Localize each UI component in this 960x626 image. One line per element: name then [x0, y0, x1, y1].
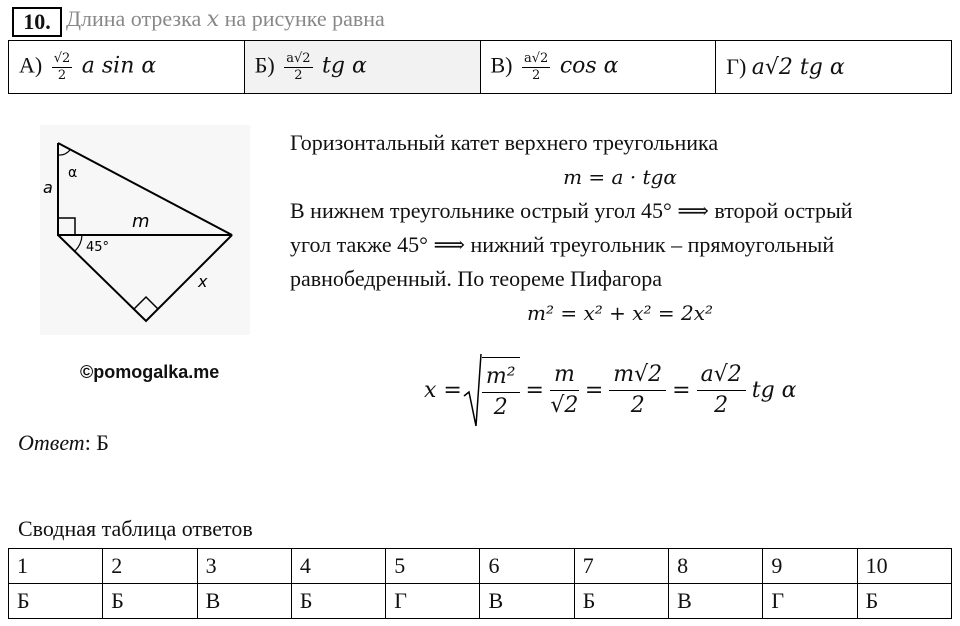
fraction: $\frac{a√2}{2}$ — [524, 50, 549, 83]
solution-line: Горизонтальный катет верхнего треугольника — [290, 130, 719, 155]
option-label: В) — [490, 52, 513, 78]
table-cell-answer: В — [480, 584, 574, 619]
label-x: x — [198, 272, 208, 291]
answer-value: : Б — [84, 430, 109, 455]
option-v[interactable] — [480, 41, 716, 94]
summary-title: Сводная таблица ответов — [18, 516, 253, 541]
table-cell-number: 8 — [669, 549, 763, 584]
table-cell-number: 4 — [291, 549, 385, 584]
label-alpha: α — [68, 165, 78, 181]
table-cell-answer: Б — [291, 584, 385, 619]
option-label: Б) — [254, 52, 275, 78]
label-a: a — [43, 178, 53, 197]
table-cell-answer: Б — [103, 584, 197, 619]
option-expression: a sin α — [81, 53, 157, 79]
table-cell-number: 10 — [857, 549, 951, 584]
answer — [18, 430, 109, 456]
table-row — [9, 584, 952, 619]
fraction: m² 2 — [482, 357, 520, 423]
fraction: $\frac{a√2}{2}$ — [286, 50, 311, 83]
solution-line: равнобедренный. По теореме Пифагора — [290, 266, 663, 291]
table-cell-answer: Б — [857, 584, 951, 619]
solution-line: угол также 45° ⟹ нижний треугольник – прямоугольный — [290, 232, 835, 257]
option-expression: cos α — [559, 53, 619, 79]
table-cell-answer: Б — [574, 584, 668, 619]
table-cell-answer: В — [669, 584, 763, 619]
triangle-figure — [40, 125, 250, 335]
watermark: ©pomogalka.me — [80, 362, 220, 382]
formula-lhs: x = — [424, 377, 462, 403]
options-table — [8, 40, 952, 94]
table-row — [9, 549, 952, 584]
fraction: $\frac{√2}{2}$ — [53, 50, 71, 83]
final-formula: x = m² 2 = $\frac{m}{√2}$ = $\frac{m√2}{2}$ = $\frac{a√2}{2}$ tg α — [424, 350, 797, 430]
table-cell-number: 5 — [386, 549, 480, 584]
table-cell-number: 2 — [103, 549, 197, 584]
equation: m = a · tgα — [563, 165, 677, 189]
label-45: 45° — [86, 240, 110, 255]
summary-table — [8, 548, 952, 619]
answer-label: Ответ — [18, 430, 85, 455]
label-m: m — [132, 211, 150, 232]
sqrt-expression — [462, 352, 526, 428]
table-cell-number: 9 — [763, 549, 857, 584]
table-cell-answer: В — [197, 584, 291, 619]
table-cell-number: 1 — [9, 549, 103, 584]
option-label: Г) — [726, 54, 747, 79]
option-expression: a√2 tg α — [751, 55, 845, 80]
option-expression: tg α — [322, 53, 367, 79]
fraction: $\frac{a√2}{2}$ — [697, 360, 746, 421]
fraction: $\frac{m}{√2}$ — [550, 361, 579, 418]
table-cell-answer: Б — [9, 584, 103, 619]
option-b[interactable] — [244, 41, 480, 94]
table-cell-number: 6 — [480, 549, 574, 584]
option-a[interactable] — [9, 41, 245, 94]
question-text: Длина отрезка x на рисунке равна — [66, 6, 385, 32]
solution — [290, 126, 950, 330]
equation: m² = x² + x² = 2x² — [526, 301, 713, 325]
table-cell-number: 7 — [574, 549, 668, 584]
formula-tail: tg α — [751, 377, 797, 403]
fraction: $\frac{m√2}{2}$ — [609, 360, 666, 421]
solution-line: В нижнем треугольнике острый угол 45° ⟹ второй острый — [290, 198, 853, 223]
table-cell-number: 3 — [197, 549, 291, 584]
table-cell-answer: Г — [386, 584, 480, 619]
option-g[interactable] — [716, 41, 952, 94]
question-number: 10. — [12, 7, 62, 37]
table-cell-answer: Г — [763, 584, 857, 619]
sqrt-icon — [462, 352, 482, 428]
option-label: А) — [19, 52, 43, 78]
